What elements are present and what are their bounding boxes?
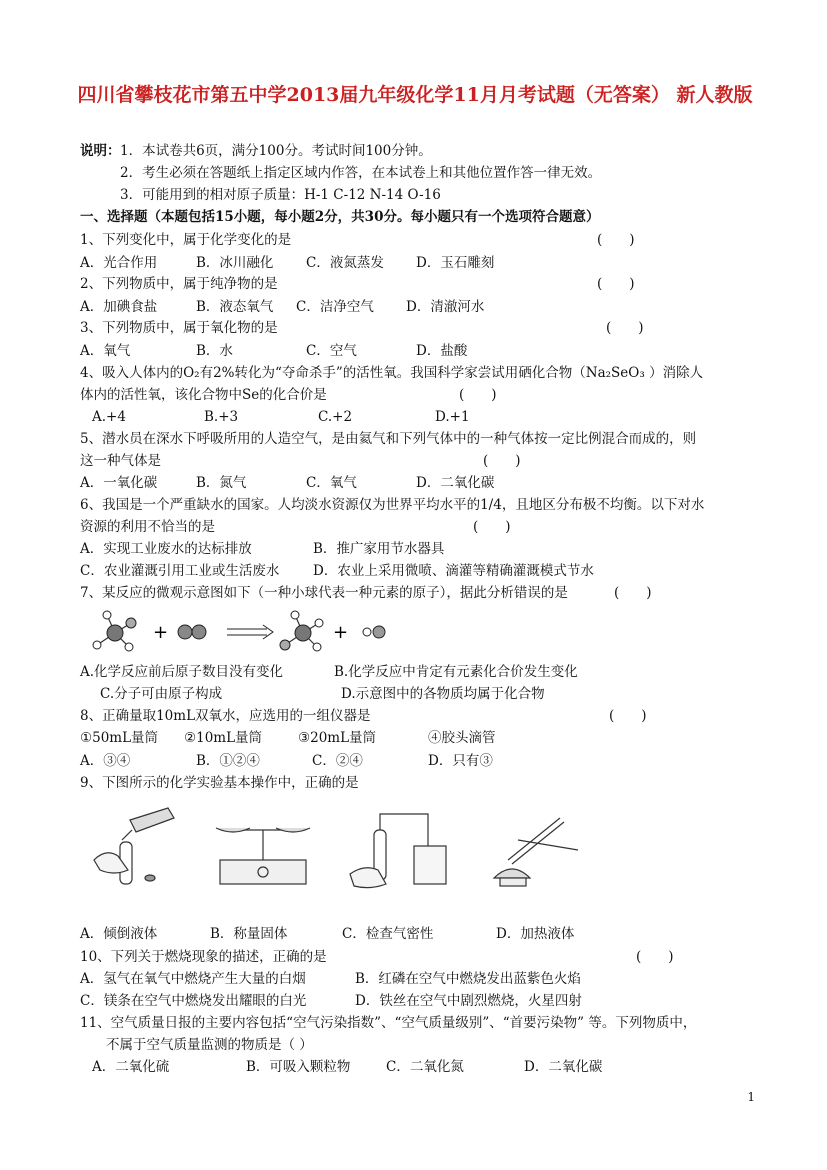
q1-option-a: A．光合作用 <box>80 255 158 271</box>
q5-stem-cont: 这一种气体是 <box>80 453 161 469</box>
q2-option-b: B．液态氧气 <box>196 299 274 315</box>
q5-option-d: D．二氧化碳 <box>416 475 495 491</box>
q3-option-a: A．氧气 <box>80 343 131 359</box>
q4-stem-cont: 体内的活性氧，该化合物中Se的化合价是 <box>80 387 327 403</box>
q8-option-d: D．只有③ <box>428 753 493 769</box>
q3-option-c: C．空气 <box>306 343 357 359</box>
q7-option-c: C.分子可由原子构成 <box>100 686 223 702</box>
q1-option-b: B．冰川融化 <box>196 255 274 271</box>
q5-option-a: A．一氧化碳 <box>80 475 158 491</box>
q2-answer-paren: ( ) <box>597 276 635 292</box>
plus-sign: + <box>153 622 169 643</box>
q8-item-4: ④胶头滴管 <box>428 730 496 746</box>
q8-answer-paren: ( ) <box>609 708 647 724</box>
notes-label: 说明： <box>80 143 121 159</box>
q4-option-c: C.+2 <box>318 409 353 425</box>
reaction-diagram <box>85 605 425 660</box>
product-molecule-2 <box>363 626 385 638</box>
q3-option-b: B．水 <box>196 343 233 359</box>
q10-answer-paren: ( ) <box>636 949 674 965</box>
q3-option-d: D．盐酸 <box>416 343 468 359</box>
q7-option-b: B.化学反应中肯定有元素化合价发生变化 <box>334 664 578 680</box>
q10-option-c: C．镁条在空气中燃烧发出耀眼的白光 <box>80 993 307 1009</box>
q9-option-b: B．称量固体 <box>210 926 288 942</box>
q4-stem: 4、吸入人体内的O₂有2%转化为“夺命杀手”的活性氧。我国科学家尝试用硒化合物（Na₂SeO₃ ）消除人 <box>80 365 704 381</box>
q1-option-c: C．液氮蒸发 <box>306 255 384 271</box>
note-2: 2．考生必须在答题纸上指定区域内作答，在本试卷上和其他位置作答一律无效。 <box>120 165 602 181</box>
q2-option-d: D．清澈河水 <box>406 299 485 315</box>
q5-answer-paren: ( ) <box>483 453 521 469</box>
airtightness-check-illustration <box>350 814 446 888</box>
note-1: 1．本试卷共6页，满分100分。考试时间100分钟。 <box>120 143 432 159</box>
heating-liquid-illustration <box>494 818 578 886</box>
q9-option-c: C．检查气密性 <box>342 926 434 942</box>
q6-option-b: B．推广家用节水器具 <box>313 541 445 557</box>
q6-option-d: D．农业上采用微喷、滴灌等精确灌溉模式节水 <box>313 563 594 579</box>
reactant-molecule-2 <box>178 625 206 639</box>
q2-option-a: A．加碘食盐 <box>80 299 158 315</box>
q11-option-d: D．二氧化碳 <box>524 1059 603 1075</box>
q2-stem: 2、下列物质中，属于纯净物的是 <box>80 276 278 292</box>
q10-option-b: B．红磷在空气中燃烧发出蓝紫色火焰 <box>355 971 581 987</box>
reactant-molecule-1 <box>93 611 136 651</box>
section-heading: 一、选择题（本题包括15小题，每小题2分，共30分。每小题只有一个选项符合题意） <box>80 209 600 225</box>
q8-item-3: ③20mL量筒 <box>298 730 377 746</box>
q11-option-a: A．二氧化硫 <box>92 1059 170 1075</box>
note-3: 3．可能用到的相对原子质量：H-1 C-12 N-14 O-16 <box>120 187 441 203</box>
q9-option-a: A．倾倒液体 <box>80 926 158 942</box>
q4-answer-paren: ( ) <box>459 387 497 403</box>
q3-answer-paren: ( ) <box>606 320 644 336</box>
q11-stem: 11、空气质量日报的主要内容包括“空气污染指数”、“空气质量级别”、“首要污染物” 等。下列物质中， <box>80 1015 697 1031</box>
q2-option-c: C．洁净空气 <box>296 299 374 315</box>
page-title: 四川省攀枝花市第五中学2013届九年级化学11月月考试题（无答案） 新人教版 <box>77 84 753 106</box>
q5-option-b: B．氮气 <box>196 475 247 491</box>
q6-stem: 6、我国是一个严重缺水的国家。人均淡水资源仅为世界平均水平的1/4，且地区分布极不均衡。以下对水 <box>80 497 705 513</box>
q6-option-c: C．农业灌溉引用工业或生活废水 <box>80 563 280 579</box>
q8-item-1: ①50mL量筒 <box>80 730 159 746</box>
q8-option-a: A．③④ <box>80 753 131 769</box>
q8-option-c: C．②④ <box>312 753 363 769</box>
q7-answer-paren: ( ) <box>614 585 652 601</box>
q8-item-2: ②10mL量筒 <box>184 730 263 746</box>
lab-operations-figure <box>88 800 608 900</box>
page-number: 1 <box>747 1090 755 1104</box>
q9-option-d: D．加热液体 <box>496 926 575 942</box>
q4-option-b: B.+3 <box>204 409 239 425</box>
q11-option-b: B．可吸入颗粒物 <box>246 1059 351 1075</box>
q1-answer-paren: ( ) <box>597 232 635 248</box>
q7-option-d: D.示意图中的各物质均属于化合物 <box>341 686 545 702</box>
q8-stem: 8、正确量取10mL双氧水，应选用的一组仪器是 <box>80 708 371 724</box>
q1-option-d: D．玉石雕刻 <box>416 255 495 271</box>
q5-stem: 5、潜水员在深水下呼吸所用的人造空气，是由氦气和下列气体中的一种气体按一定比例混合而成的，则 <box>80 431 697 447</box>
q4-option-d: D.+1 <box>435 409 470 425</box>
q11-stem-cont: 不属于空气质量监测的物质是（ ） <box>106 1037 313 1053</box>
pouring-liquid-illustration <box>94 808 174 884</box>
q7-option-a: A.化学反应前后原子数目没有变化 <box>80 664 284 680</box>
balance-scale-illustration <box>216 828 310 884</box>
q5-option-c: C．氧气 <box>306 475 357 491</box>
q8-option-b: B．①②④ <box>196 753 260 769</box>
q4-option-a: A.+4 <box>92 409 126 425</box>
q6-answer-paren: ( ) <box>473 519 511 535</box>
q1-stem: 1、下列变化中，属于化学变化的是 <box>80 232 292 248</box>
q3-stem: 3、下列物质中，属于氧化物的是 <box>80 320 278 336</box>
plus-sign: + <box>333 622 349 643</box>
q10-stem: 10、下列关于燃烧现象的描述，正确的是 <box>80 949 327 965</box>
q10-option-d: D．铁丝在空气中剧烈燃烧，火星四射 <box>355 993 582 1009</box>
reaction-arrow <box>227 625 273 639</box>
q10-option-a: A．氢气在氧气中燃烧产生大量的白烟 <box>80 971 306 987</box>
q6-stem-cont: 资源的利用不恰当的是 <box>80 519 215 535</box>
q6-option-a: A．实现工业废水的达标排放 <box>80 541 252 557</box>
product-molecule-1 <box>280 611 323 651</box>
q7-stem: 7、某反应的微观示意图如下（一种小球代表一种元素的原子），据此分析错误的是 <box>80 585 568 601</box>
q9-stem: 9、下图所示的化学实验基本操作中，正确的是 <box>80 775 359 791</box>
q11-option-c: C．二氧化氮 <box>386 1059 464 1075</box>
